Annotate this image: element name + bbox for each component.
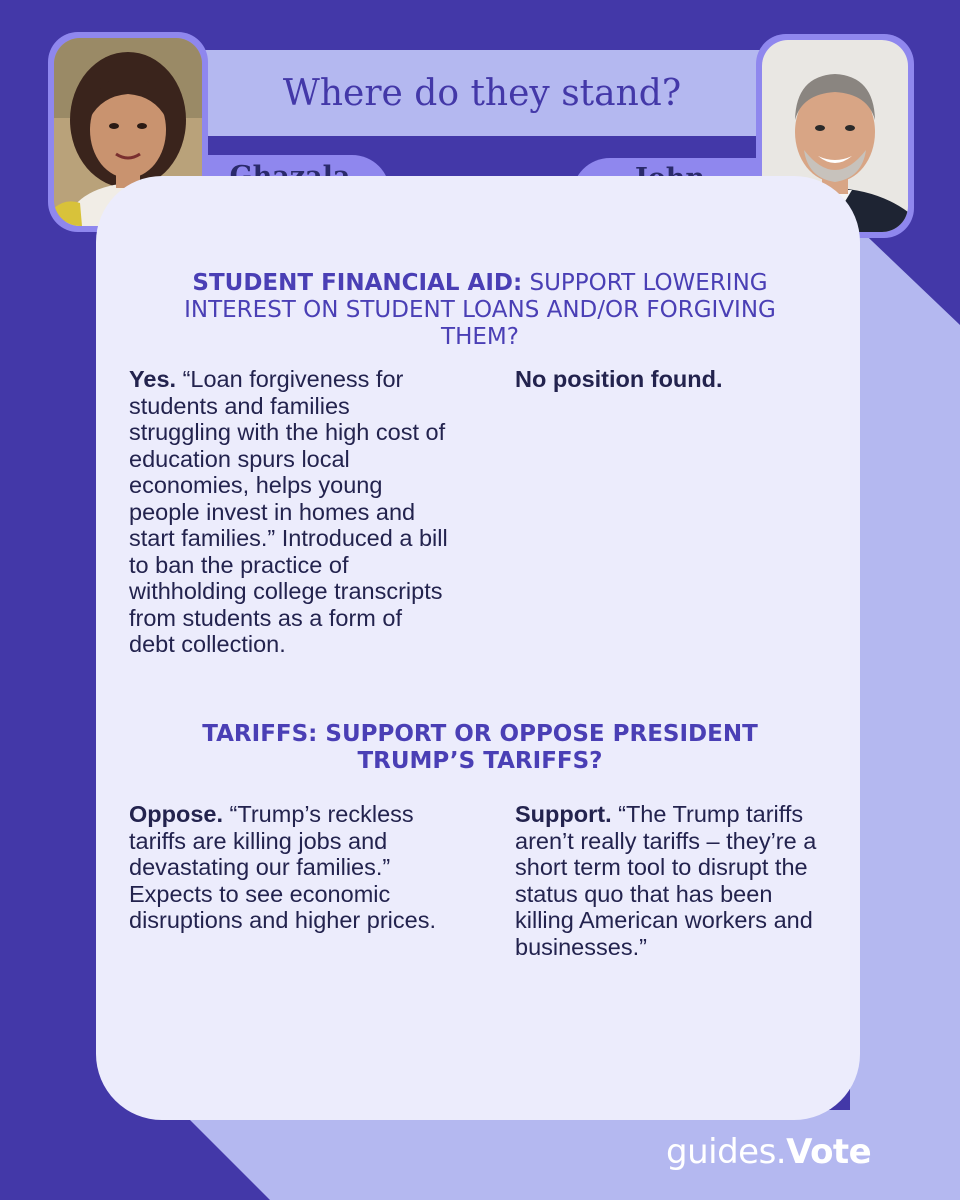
logo-suffix: Vote xyxy=(786,1132,872,1172)
stance-right-tariffs: Support. xyxy=(515,801,612,827)
quote-left-student-aid: “Loan forgiveness for students and families struggling with the high cost of education spurs local economies, helps young people invest in homes and start families.” Introduced a bill to ban the practice of withholding college transcripts from students as a form of debt collection. xyxy=(129,366,448,657)
answer-left-tariffs xyxy=(129,801,451,934)
answer-right-tariffs xyxy=(515,801,837,960)
answer-left-student-aid xyxy=(129,366,451,658)
issue-topic-student-aid: STUDENT FINANCIAL AID: xyxy=(192,270,523,296)
issue-topic-tariffs: TARIFFS: SUPPORT OR OPPOSE PRESIDENT TRUMP’S TARIFFS? xyxy=(202,721,758,774)
logo-prefix: guides. xyxy=(666,1132,787,1172)
quote-left-tariffs: “Trump’s reckless tariffs are killing jobs and devastating our families.” Expects to see economic disruptions and higher prices. xyxy=(129,801,436,933)
title-banner xyxy=(196,50,768,136)
stance-left-student-aid: Yes. xyxy=(129,366,177,392)
stance-left-tariffs: Oppose. xyxy=(129,801,224,827)
page-title: Where do they stand? xyxy=(282,72,682,114)
quote-right-tariffs: “The Trump tariffs aren’t really tariffs – they’re a short term tool to disrupt the status quo that has been killing American workers and businesses.” xyxy=(515,801,817,960)
stance-right-student-aid: No position found. xyxy=(515,366,723,392)
answer-right-student-aid xyxy=(515,366,837,393)
issue-heading-tariffs xyxy=(150,721,810,775)
brand-logo[interactable] xyxy=(666,1132,871,1172)
issue-heading-student-aid xyxy=(150,270,810,351)
issue-question-student-aid: SUPPORT LOWERING INTEREST ON STUDENT LOANS AND/OR FORGIVING THEM? xyxy=(184,270,776,350)
